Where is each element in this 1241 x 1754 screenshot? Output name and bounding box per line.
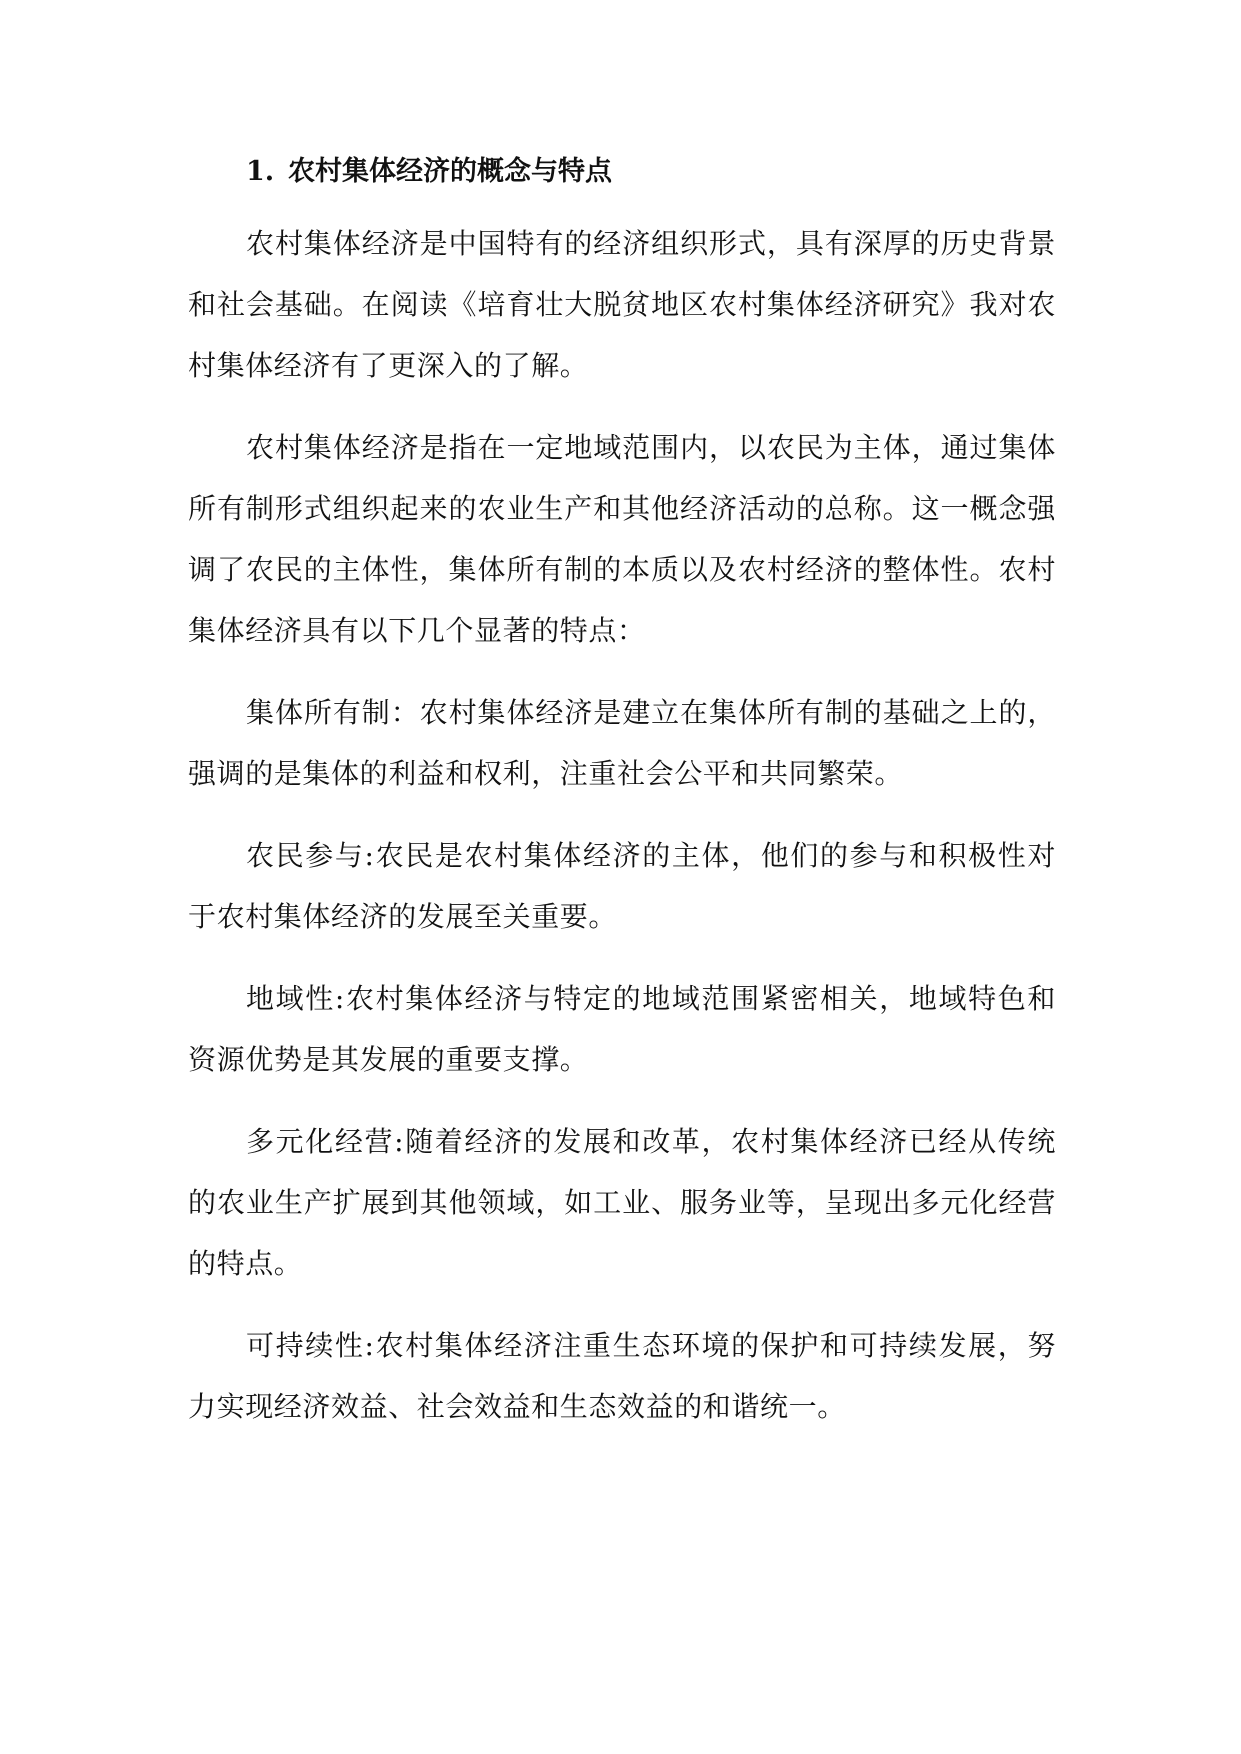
- feature-term: 农民参与:: [246, 839, 375, 872]
- feature-term: 集体所有制：: [246, 696, 420, 729]
- feature-term: 可持续性:: [246, 1329, 375, 1362]
- paragraph-text: 农村集体经济是指在一定地域范围内，以农民为主体，通过集体所有制形式组织起来的农业生产和其他经济活动的总称。这一概念强调了农民的主体性，集体所有制的本质以及农村经济的整体性。农村集体经济具有以下几个显著的特点：: [188, 431, 1056, 647]
- document-body: [188, 150, 1056, 1437]
- feature-term: 多元化经营:: [246, 1125, 405, 1158]
- paragraph-text: 农村集体经济与特定的地域范围紧密相关，地域特色和资源优势是其发展的重要支撑。: [188, 982, 1056, 1076]
- paragraph-intro: [188, 213, 1056, 396]
- paragraph-definition: [188, 417, 1056, 661]
- paragraph-farmer-participation: [188, 825, 1056, 947]
- paragraph-text: 农民是农村集体经济的主体，他们的参与和积极性对于农村集体经济的发展至关重要。: [188, 839, 1056, 933]
- section-number: 1.: [246, 156, 275, 187]
- paragraph-sustainability: [188, 1315, 1056, 1437]
- section-heading: [188, 150, 1056, 194]
- section-title: 农村集体经济的概念与特点: [288, 156, 612, 187]
- paragraph-text: 农村集体经济是建立在集体所有制的基础之上的，强调的是集体的利益和权利，注重社会公平和共同繁荣。: [188, 696, 1057, 790]
- feature-term: 地域性:: [246, 982, 345, 1015]
- paragraph-regionality: [188, 968, 1056, 1090]
- paragraph-collective-ownership: [188, 682, 1056, 804]
- paragraph-text: 农村集体经济是中国特有的经济组织形式，具有深厚的历史背景和社会基础。在阅读《培育壮大脱贫地区农村集体经济研究》我对农村集体经济有了更深入的了解。: [188, 227, 1056, 382]
- paragraph-diversified-operation: [188, 1111, 1056, 1294]
- paragraph-text: 随着经济的发展和改革，农村集体经济已经从传统的农业生产扩展到其他领域，如工业、服务业等，呈现出多元化经营的特点。: [188, 1125, 1057, 1280]
- paragraph-text: 农村集体经济注重生态环境的保护和可持续发展，努力实现经济效益、社会效益和生态效益的和谐统一。: [188, 1329, 1056, 1423]
